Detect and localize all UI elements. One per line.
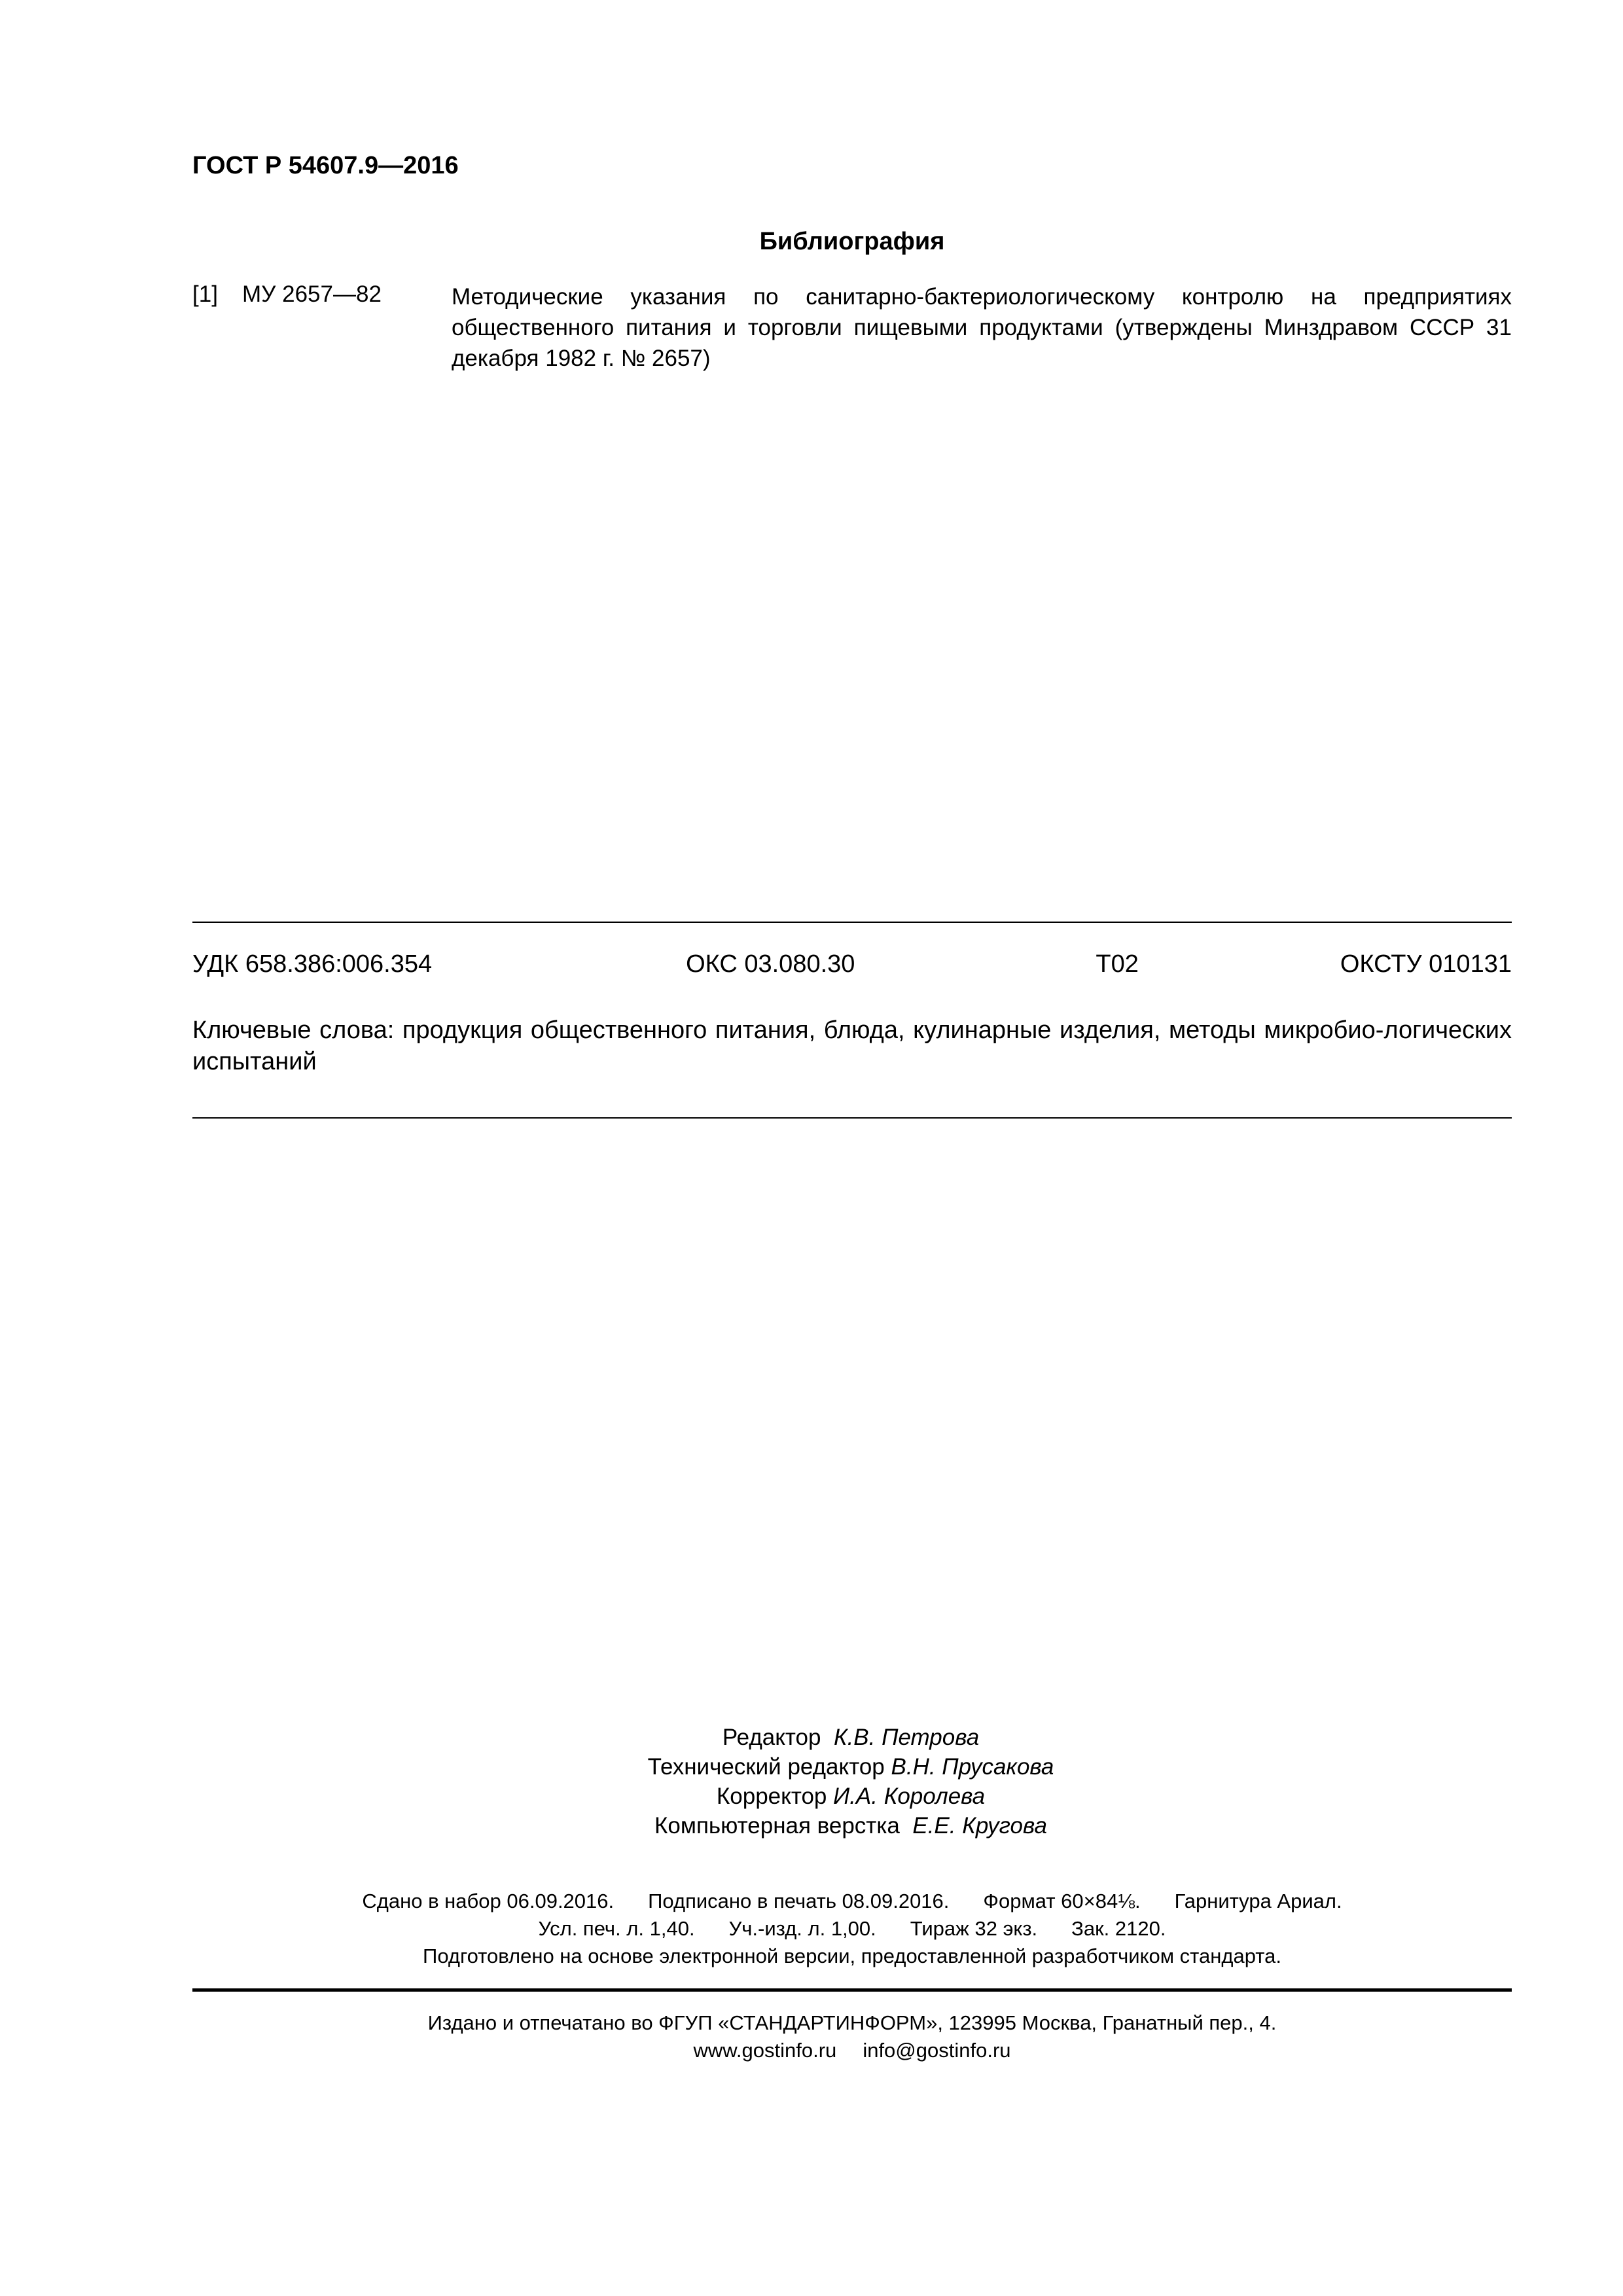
- credits-block: [458, 1723, 1243, 1840]
- publisher-address: Издано и отпечатано во ФГУП «СТАНДАРТИНФОРМ», 123995 Москва, Гранатный пер., 4.: [427, 2011, 1277, 2034]
- imprint-format: Формат 60×84⅛.: [983, 1890, 1141, 1912]
- imprint-print-run: Тираж 32 экз.: [910, 1917, 1038, 1940]
- publisher-block: [192, 2009, 1512, 2064]
- udk-code: УДК 658.386:006.354: [192, 950, 433, 978]
- credit-corrector: [458, 1782, 1243, 1811]
- imprint-line-1: [192, 1888, 1512, 1915]
- credit-role: Компьютерная верстка: [654, 1813, 900, 1839]
- credit-name: К.В. Петрова: [833, 1725, 980, 1750]
- imprint-block: [192, 1888, 1512, 1970]
- imprint-publisher-sheets: Уч.-изд. л. 1,00.: [728, 1917, 876, 1940]
- imprint-order: Зак. 2120.: [1071, 1917, 1166, 1940]
- credit-technical-editor: [458, 1752, 1243, 1782]
- imprint-line-2: [192, 1915, 1512, 1943]
- credit-layout: [458, 1811, 1243, 1840]
- bibliography-entry-code: МУ 2657—82: [242, 281, 382, 307]
- credit-role: Корректор: [716, 1784, 827, 1809]
- top-divider: [192, 922, 1512, 923]
- publisher-email: info@gostinfo.ru: [863, 2039, 1011, 2062]
- imprint-print-date: Подписано в печать 08.09.2016.: [648, 1890, 950, 1912]
- credit-name: Е.Е. Кругова: [912, 1813, 1047, 1839]
- bibliography-entry-number: [1]: [192, 281, 218, 307]
- imprint-print-sheets: Усл. печ. л. 1,40.: [538, 1917, 695, 1940]
- document-code: ГОСТ Р 54607.9—2016: [192, 152, 459, 179]
- bibliography-entry-text: Методические указания по санитарно-бактериологическому контролю на предприятиях общественного питания и торговли пищевыми продуктами (утверждены Минздравом СССР 31 декабря 1982 г. № 2657): [452, 284, 1512, 371]
- credit-name: В.Н. Прусакова: [891, 1754, 1054, 1780]
- bottom-divider: [192, 1117, 1512, 1119]
- publisher-website: www.gostinfo.ru: [693, 2039, 837, 2062]
- okstu-code: ОКСТУ 010131: [1340, 950, 1512, 978]
- publisher-divider: [192, 1988, 1512, 1992]
- imprint-typeset-date: Сдано в набор 06.09.2016.: [362, 1890, 615, 1912]
- oks-code: ОКС 03.080.30: [686, 950, 855, 978]
- credit-name: И.А. Королева: [833, 1784, 986, 1809]
- classification-row: [192, 950, 1512, 978]
- imprint-line-3: Подготовлено на основе электронной версии, предоставленной разработчиком стандарта.: [423, 1945, 1281, 1967]
- credit-role: Редактор: [722, 1725, 821, 1750]
- imprint-typeface: Гарнитура Ариал.: [1174, 1890, 1342, 1912]
- bibliography-title: Библиография: [759, 228, 945, 255]
- credit-editor: [458, 1723, 1243, 1752]
- publisher-contacts: [192, 2037, 1512, 2064]
- credit-role: Технический редактор: [647, 1754, 885, 1780]
- keywords: Ключевые слова: продукция общественного питания, блюда, кулинарные изделия, методы микробио-логических испытаний: [192, 1016, 1512, 1075]
- t-code: Т02: [1096, 950, 1139, 978]
